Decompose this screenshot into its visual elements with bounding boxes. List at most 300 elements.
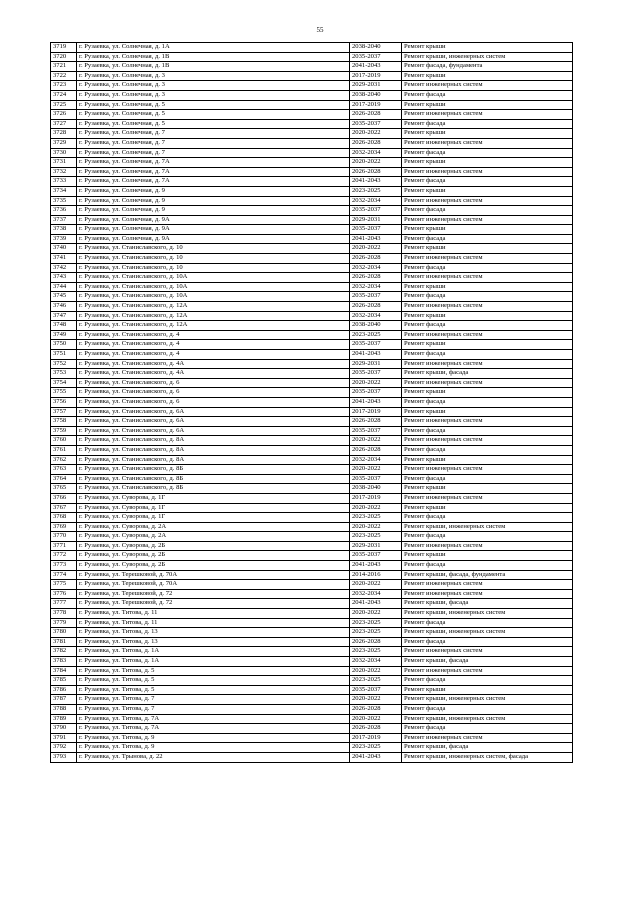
row-number-cell: 3778 — [51, 609, 77, 619]
table-row — [51, 445, 573, 455]
address-cell: г. Рузаевка, ул. Титова, д. 7А — [77, 714, 350, 724]
repair-period-cell: 2029-2031 — [350, 359, 402, 369]
address-cell: г. Рузаевка, ул. Станиславского, д. 8А — [77, 445, 350, 455]
work-type-cell: Ремонт инженерных систем — [402, 359, 573, 369]
page-number: 55 — [316, 26, 324, 34]
address-cell: г. Рузаевка, ул. Станиславского, д. 10 — [77, 254, 350, 264]
row-number-cell: 3781 — [51, 637, 77, 647]
table-row — [51, 167, 573, 177]
repair-period-cell: 2029-2031 — [350, 541, 402, 551]
row-number-cell: 3721 — [51, 62, 77, 72]
table-row — [51, 129, 573, 139]
repair-period-cell: 2041-2043 — [350, 599, 402, 609]
address-cell: г. Рузаевка, ул. Титова, д. 1А — [77, 647, 350, 657]
row-number-cell: 3760 — [51, 436, 77, 446]
row-number-cell: 3742 — [51, 263, 77, 273]
table-row — [51, 302, 573, 312]
row-number-cell: 3726 — [51, 110, 77, 120]
table-row — [51, 244, 573, 254]
work-type-cell: Ремонт инженерных систем — [402, 81, 573, 91]
row-number-cell: 3769 — [51, 522, 77, 532]
work-type-cell: Ремонт инженерных систем — [402, 196, 573, 206]
table-row — [51, 196, 573, 206]
work-type-cell: Ремонт инженерных систем — [402, 138, 573, 148]
address-cell: г. Рузаевка, ул. Станиславского, д. 8А — [77, 455, 350, 465]
row-number-cell: 3734 — [51, 186, 77, 196]
table-row — [51, 52, 573, 62]
work-type-cell: Ремонт инженерных систем — [402, 417, 573, 427]
table-row — [51, 110, 573, 120]
table-row — [51, 609, 573, 619]
row-number-cell: 3785 — [51, 676, 77, 686]
work-type-cell: Ремонт фасада — [402, 561, 573, 571]
row-number-cell: 3732 — [51, 167, 77, 177]
row-number-cell: 3730 — [51, 148, 77, 158]
work-type-cell: Ремонт крыши — [402, 388, 573, 398]
repair-period-cell: 2035-2037 — [350, 426, 402, 436]
work-type-cell: Ремонт инженерных систем — [402, 167, 573, 177]
repair-period-cell: 2023-2025 — [350, 186, 402, 196]
work-type-cell: Ремонт инженерных систем — [402, 110, 573, 120]
repair-period-cell: 2026-2028 — [350, 704, 402, 714]
row-number-cell: 3771 — [51, 541, 77, 551]
row-number-cell: 3746 — [51, 302, 77, 312]
repair-period-cell: 2035-2037 — [350, 225, 402, 235]
address-cell: г. Рузаевка, ул. Титова, д. 9 — [77, 743, 350, 753]
address-cell: г. Рузаевка, ул. Трынова, д. 22 — [77, 752, 350, 762]
table-row — [51, 81, 573, 91]
row-number-cell: 3741 — [51, 254, 77, 264]
address-cell: г. Рузаевка, ул. Титова, д. 9 — [77, 733, 350, 743]
work-type-cell: Ремонт инженерных систем — [402, 733, 573, 743]
address-cell: г. Рузаевка, ул. Солнечная, д. 7А — [77, 158, 350, 168]
row-number-cell: 3758 — [51, 417, 77, 427]
table-row — [51, 225, 573, 235]
table-row — [51, 186, 573, 196]
table-row — [51, 714, 573, 724]
table-row — [51, 388, 573, 398]
work-type-cell: Ремонт крыши — [402, 484, 573, 494]
table-row — [51, 263, 573, 273]
address-cell: г. Рузаевка, ул. Станиславского, д. 4А — [77, 359, 350, 369]
table-row — [51, 695, 573, 705]
repair-period-cell: 2035-2037 — [350, 369, 402, 379]
address-cell: г. Рузаевка, ул. Станиславского, д. 4А — [77, 369, 350, 379]
address-cell: г. Рузаевка, ул. Титова, д. 7А — [77, 724, 350, 734]
table-row — [51, 148, 573, 158]
table-row — [51, 177, 573, 187]
work-type-cell: Ремонт фасада — [402, 350, 573, 360]
row-number-cell: 3773 — [51, 561, 77, 571]
row-number-cell: 3728 — [51, 129, 77, 139]
work-type-cell: Ремонт инженерных систем — [402, 273, 573, 283]
address-cell: г. Рузаевка, ул. Солнечная, д. 7 — [77, 138, 350, 148]
work-type-cell: Ремонт крыши — [402, 100, 573, 110]
work-type-cell: Ремонт крыши — [402, 407, 573, 417]
repair-period-cell: 2035-2037 — [350, 52, 402, 62]
address-cell: г. Рузаевка, ул. Титова, д. 13 — [77, 637, 350, 647]
address-cell: г. Рузаевка, ул. Солнечная, д. 9А — [77, 225, 350, 235]
row-number-cell: 3727 — [51, 119, 77, 129]
repair-period-cell: 2023-2025 — [350, 532, 402, 542]
repair-period-cell: 2029-2031 — [350, 215, 402, 225]
repair-period-cell: 2032-2034 — [350, 196, 402, 206]
work-type-cell: Ремонт инженерных систем — [402, 254, 573, 264]
row-number-cell: 3789 — [51, 714, 77, 724]
address-cell: г. Рузаевка, ул. Станиславского, д. 10А — [77, 282, 350, 292]
work-type-cell: Ремонт крыши, фасада — [402, 657, 573, 667]
address-cell: г. Рузаевка, ул. Солнечная, д. 1В — [77, 52, 350, 62]
address-cell: г. Рузаевка, ул. Солнечная, д. 3 — [77, 81, 350, 91]
address-cell: г. Рузаевка, ул. Титова, д. 7 — [77, 704, 350, 714]
repair-period-cell: 2035-2037 — [350, 292, 402, 302]
work-type-cell: Ремонт инженерных систем — [402, 580, 573, 590]
repair-period-cell: 2026-2028 — [350, 724, 402, 734]
table-row — [51, 273, 573, 283]
work-type-cell: Ремонт крыши, инженерных систем — [402, 695, 573, 705]
row-number-cell: 3770 — [51, 532, 77, 542]
work-type-cell: Ремонт инженерных систем — [402, 330, 573, 340]
table-row — [51, 62, 573, 72]
table-row — [51, 206, 573, 216]
row-number-cell: 3745 — [51, 292, 77, 302]
table-row — [51, 647, 573, 657]
repair-period-cell: 2035-2037 — [350, 388, 402, 398]
address-cell: г. Рузаевка, ул. Станиславского, д. 6А — [77, 426, 350, 436]
row-number-cell: 3786 — [51, 685, 77, 695]
work-type-cell: Ремонт инженерных систем — [402, 541, 573, 551]
repair-period-cell: 2035-2037 — [350, 685, 402, 695]
table-row — [51, 43, 573, 53]
work-type-cell: Ремонт фасада — [402, 263, 573, 273]
repair-period-cell: 2026-2028 — [350, 445, 402, 455]
address-cell: г. Рузаевка, ул. Терешковой, д. 70А — [77, 580, 350, 590]
repair-period-cell: 2017-2019 — [350, 71, 402, 81]
work-type-cell: Ремонт фасада — [402, 206, 573, 216]
work-type-cell: Ремонт фасада — [402, 513, 573, 523]
work-type-cell: Ремонт крыши — [402, 186, 573, 196]
row-number-cell: 3737 — [51, 215, 77, 225]
repair-period-cell: 2035-2037 — [350, 340, 402, 350]
table-row — [51, 551, 573, 561]
work-type-cell: Ремонт инженерных систем — [402, 493, 573, 503]
address-cell: г. Рузаевка, ул. Станиславского, д. 6А — [77, 407, 350, 417]
row-number-cell: 3725 — [51, 100, 77, 110]
table-row — [51, 426, 573, 436]
work-type-cell: Ремонт инженерных систем — [402, 666, 573, 676]
work-type-cell: Ремонт фасада — [402, 90, 573, 100]
row-number-cell: 3729 — [51, 138, 77, 148]
row-number-cell: 3764 — [51, 474, 77, 484]
row-number-cell: 3782 — [51, 647, 77, 657]
address-cell: г. Рузаевка, ул. Солнечная, д. 3 — [77, 71, 350, 81]
row-number-cell: 3775 — [51, 580, 77, 590]
table-row — [51, 484, 573, 494]
repair-period-cell: 2020-2022 — [350, 666, 402, 676]
row-number-cell: 3738 — [51, 225, 77, 235]
repair-period-cell: 2035-2037 — [350, 551, 402, 561]
table-row — [51, 359, 573, 369]
table-row — [51, 637, 573, 647]
work-type-cell: Ремонт инженерных систем — [402, 378, 573, 388]
address-cell: г. Рузаевка, ул. Станиславского, д. 10А — [77, 273, 350, 283]
row-number-cell: 3733 — [51, 177, 77, 187]
work-type-cell: Ремонт фасада — [402, 426, 573, 436]
table-row — [51, 733, 573, 743]
address-cell: г. Рузаевка, ул. Солнечная, д. 9А — [77, 234, 350, 244]
table-row — [51, 589, 573, 599]
row-number-cell: 3722 — [51, 71, 77, 81]
repair-period-cell: 2020-2022 — [350, 378, 402, 388]
row-number-cell: 3783 — [51, 657, 77, 667]
work-type-cell: Ремонт фасада — [402, 397, 573, 407]
address-cell: г. Рузаевка, ул. Солнечная, д. 5 — [77, 119, 350, 129]
table-row — [51, 330, 573, 340]
table-row — [51, 666, 573, 676]
repair-period-cell: 2041-2043 — [350, 177, 402, 187]
repair-period-cell: 2041-2043 — [350, 350, 402, 360]
table-row — [51, 397, 573, 407]
row-number-cell: 3776 — [51, 589, 77, 599]
work-type-cell: Ремонт фасада — [402, 724, 573, 734]
repair-period-cell: 2014-2016 — [350, 570, 402, 580]
work-type-cell: Ремонт крыши, инженерных систем, фасада — [402, 752, 573, 762]
table-row — [51, 90, 573, 100]
table-row — [51, 407, 573, 417]
work-type-cell: Ремонт инженерных систем — [402, 647, 573, 657]
address-cell: г. Рузаевка, ул. Станиславского, д. 8Б — [77, 484, 350, 494]
table-row — [51, 119, 573, 129]
row-number-cell: 3740 — [51, 244, 77, 254]
work-type-cell: Ремонт фасада — [402, 532, 573, 542]
repair-period-cell: 2020-2022 — [350, 244, 402, 254]
work-type-cell: Ремонт крыши — [402, 455, 573, 465]
work-type-cell: Ремонт крыши — [402, 244, 573, 254]
repair-period-cell: 2032-2034 — [350, 263, 402, 273]
repair-period-cell: 2041-2043 — [350, 397, 402, 407]
table-row — [51, 704, 573, 714]
table-row — [51, 292, 573, 302]
repair-period-cell: 2038-2040 — [350, 484, 402, 494]
work-type-cell: Ремонт крыши — [402, 282, 573, 292]
address-cell: г. Рузаевка, ул. Станиславского, д. 6 — [77, 397, 350, 407]
address-cell: г. Рузаевка, ул. Титова, д. 5 — [77, 666, 350, 676]
row-number-cell: 3772 — [51, 551, 77, 561]
work-type-cell: Ремонт крыши — [402, 503, 573, 513]
address-cell: г. Рузаевка, ул. Станиславского, д. 6 — [77, 378, 350, 388]
repair-period-cell: 2023-2025 — [350, 618, 402, 628]
table-row — [51, 378, 573, 388]
row-number-cell: 3720 — [51, 52, 77, 62]
work-type-cell: Ремонт крыши, фасада — [402, 599, 573, 609]
work-type-cell: Ремонт инженерных систем — [402, 465, 573, 475]
row-number-cell: 3756 — [51, 397, 77, 407]
address-cell: г. Рузаевка, ул. Солнечная, д. 9 — [77, 196, 350, 206]
work-type-cell: Ремонт инженерных систем — [402, 436, 573, 446]
repair-period-cell: 2020-2022 — [350, 609, 402, 619]
row-number-cell: 3790 — [51, 724, 77, 734]
address-cell: г. Рузаевка, ул. Станиславского, д. 10 — [77, 244, 350, 254]
table-row — [51, 724, 573, 734]
work-type-cell: Ремонт инженерных систем — [402, 589, 573, 599]
work-type-cell: Ремонт крыши, фасада, фундамента — [402, 570, 573, 580]
repair-period-cell: 2020-2022 — [350, 158, 402, 168]
repair-period-cell: 2032-2034 — [350, 455, 402, 465]
row-number-cell: 3752 — [51, 359, 77, 369]
work-type-cell: Ремонт крыши — [402, 551, 573, 561]
address-cell: г. Рузаевка, ул. Станиславского, д. 6 — [77, 388, 350, 398]
repair-period-cell: 2020-2022 — [350, 436, 402, 446]
repair-period-cell: 2041-2043 — [350, 561, 402, 571]
repair-schedule-table — [50, 42, 573, 763]
address-cell: г. Рузаевка, ул. Суворова, д. 2А — [77, 532, 350, 542]
repair-period-cell: 2032-2034 — [350, 657, 402, 667]
work-type-cell: Ремонт фасада — [402, 234, 573, 244]
row-number-cell: 3787 — [51, 695, 77, 705]
repair-period-cell: 2026-2028 — [350, 167, 402, 177]
row-number-cell: 3763 — [51, 465, 77, 475]
address-cell: г. Рузаевка, ул. Титова, д. 5 — [77, 685, 350, 695]
table-row — [51, 215, 573, 225]
table-row — [51, 503, 573, 513]
row-number-cell: 3731 — [51, 158, 77, 168]
row-number-cell: 3743 — [51, 273, 77, 283]
repair-period-cell: 2041-2043 — [350, 752, 402, 762]
work-type-cell: Ремонт фасада — [402, 704, 573, 714]
row-number-cell: 3759 — [51, 426, 77, 436]
address-cell: г. Рузаевка, ул. Солнечная, д. 7 — [77, 148, 350, 158]
repair-period-cell: 2026-2028 — [350, 138, 402, 148]
address-cell: г. Рузаевка, ул. Титова, д. 1А — [77, 657, 350, 667]
work-type-cell: Ремонт крыши — [402, 43, 573, 53]
row-number-cell: 3753 — [51, 369, 77, 379]
address-cell: г. Рузаевка, ул. Солнечная, д. 9А — [77, 215, 350, 225]
row-number-cell: 3739 — [51, 234, 77, 244]
work-type-cell: Ремонт инженерных систем — [402, 215, 573, 225]
work-type-cell: Ремонт крыши — [402, 340, 573, 350]
repair-period-cell: 2026-2028 — [350, 302, 402, 312]
row-number-cell: 3735 — [51, 196, 77, 206]
row-number-cell: 3766 — [51, 493, 77, 503]
address-cell: г. Рузаевка, ул. Солнечная, д. 1В — [77, 62, 350, 72]
address-cell: г. Рузаевка, ул. Суворова, д. 1Г — [77, 493, 350, 503]
address-cell: г. Рузаевка, ул. Суворова, д. 1Г — [77, 503, 350, 513]
address-cell: г. Рузаевка, ул. Станиславского, д. 10А — [77, 292, 350, 302]
repair-period-cell: 2041-2043 — [350, 62, 402, 72]
address-cell: г. Рузаевка, ул. Терешковой, д. 70А — [77, 570, 350, 580]
address-cell: г. Рузаевка, ул. Суворова, д. 1Г — [77, 513, 350, 523]
work-type-cell: Ремонт фасада — [402, 148, 573, 158]
address-cell: г. Рузаевка, ул. Станиславского, д. 4 — [77, 350, 350, 360]
address-cell: г. Рузаевка, ул. Станиславского, д. 10 — [77, 263, 350, 273]
repair-period-cell: 2020-2022 — [350, 465, 402, 475]
address-cell: г. Рузаевка, ул. Солнечная, д. 3 — [77, 90, 350, 100]
work-type-cell: Ремонт фасада — [402, 119, 573, 129]
table-row — [51, 465, 573, 475]
row-number-cell: 3779 — [51, 618, 77, 628]
address-cell: г. Рузаевка, ул. Титова, д. 7 — [77, 695, 350, 705]
table-row — [51, 628, 573, 638]
table-row — [51, 138, 573, 148]
repair-period-cell: 2035-2037 — [350, 206, 402, 216]
repair-period-cell: 2032-2034 — [350, 282, 402, 292]
row-number-cell: 3791 — [51, 733, 77, 743]
work-type-cell: Ремонт крыши — [402, 311, 573, 321]
address-cell: г. Рузаевка, ул. Станиславского, д. 12А — [77, 302, 350, 312]
work-type-cell: Ремонт фасада — [402, 637, 573, 647]
repair-period-cell: 2017-2019 — [350, 407, 402, 417]
row-number-cell: 3762 — [51, 455, 77, 465]
repair-period-cell: 2023-2025 — [350, 647, 402, 657]
repair-period-cell: 2017-2019 — [350, 100, 402, 110]
table-row — [51, 234, 573, 244]
work-type-cell: Ремонт фасада — [402, 618, 573, 628]
repair-period-cell: 2020-2022 — [350, 129, 402, 139]
work-type-cell: Ремонт фасада — [402, 177, 573, 187]
address-cell: г. Рузаевка, ул. Солнечная, д. 5 — [77, 110, 350, 120]
work-type-cell: Ремонт фасада, фундамента — [402, 62, 573, 72]
table-row — [51, 474, 573, 484]
work-type-cell: Ремонт крыши, инженерных систем — [402, 628, 573, 638]
table-row — [51, 321, 573, 331]
address-cell: г. Рузаевка, ул. Станиславского, д. 4 — [77, 340, 350, 350]
row-number-cell: 3784 — [51, 666, 77, 676]
address-cell: г. Рузаевка, ул. Станиславского, д. 8Б — [77, 465, 350, 475]
row-number-cell: 3777 — [51, 599, 77, 609]
table-row — [51, 657, 573, 667]
address-cell: г. Рузаевка, ул. Станиславского, д. 6А — [77, 417, 350, 427]
address-cell: г. Рузаевка, ул. Станиславского, д. 4 — [77, 330, 350, 340]
work-type-cell: Ремонт фасада — [402, 676, 573, 686]
row-number-cell: 3788 — [51, 704, 77, 714]
table-row — [51, 455, 573, 465]
row-number-cell: 3792 — [51, 743, 77, 753]
address-cell: г. Рузаевка, ул. Солнечная, д. 7А — [77, 177, 350, 187]
row-number-cell: 3768 — [51, 513, 77, 523]
repair-period-cell: 2032-2034 — [350, 311, 402, 321]
repair-period-cell: 2023-2025 — [350, 628, 402, 638]
address-cell: г. Рузаевка, ул. Титова, д. 5 — [77, 676, 350, 686]
work-type-cell: Ремонт фасада — [402, 445, 573, 455]
work-type-cell: Ремонт крыши, инженерных систем — [402, 52, 573, 62]
work-type-cell: Ремонт крыши, инженерных систем — [402, 714, 573, 724]
row-number-cell: 3724 — [51, 90, 77, 100]
row-number-cell: 3747 — [51, 311, 77, 321]
address-cell: г. Рузаевка, ул. Суворова, д. 2Б — [77, 541, 350, 551]
row-number-cell: 3749 — [51, 330, 77, 340]
address-cell: г. Рузаевка, ул. Титова, д. 11 — [77, 618, 350, 628]
table-row — [51, 493, 573, 503]
repair-period-cell: 2032-2034 — [350, 148, 402, 158]
address-cell: г. Рузаевка, ул. Солнечная, д. 9 — [77, 206, 350, 216]
repair-period-cell: 2020-2022 — [350, 695, 402, 705]
address-cell: г. Рузаевка, ул. Титова, д. 11 — [77, 609, 350, 619]
repair-period-cell: 2026-2028 — [350, 110, 402, 120]
work-type-cell: Ремонт крыши — [402, 158, 573, 168]
row-number-cell: 3719 — [51, 43, 77, 53]
address-cell: г. Рузаевка, ул. Солнечная, д. 9 — [77, 186, 350, 196]
repair-period-cell: 2032-2034 — [350, 589, 402, 599]
address-cell: г. Рузаевка, ул. Суворова, д. 2А — [77, 522, 350, 532]
address-cell: г. Рузаевка, ул. Станиславского, д. 8А — [77, 436, 350, 446]
repair-period-cell: 2017-2019 — [350, 493, 402, 503]
work-type-cell: Ремонт крыши — [402, 129, 573, 139]
table-row — [51, 676, 573, 686]
repair-period-cell: 2020-2022 — [350, 503, 402, 513]
row-number-cell: 3793 — [51, 752, 77, 762]
row-number-cell: 3750 — [51, 340, 77, 350]
address-cell: г. Рузаевка, ул. Солнечная, д. 7А — [77, 167, 350, 177]
